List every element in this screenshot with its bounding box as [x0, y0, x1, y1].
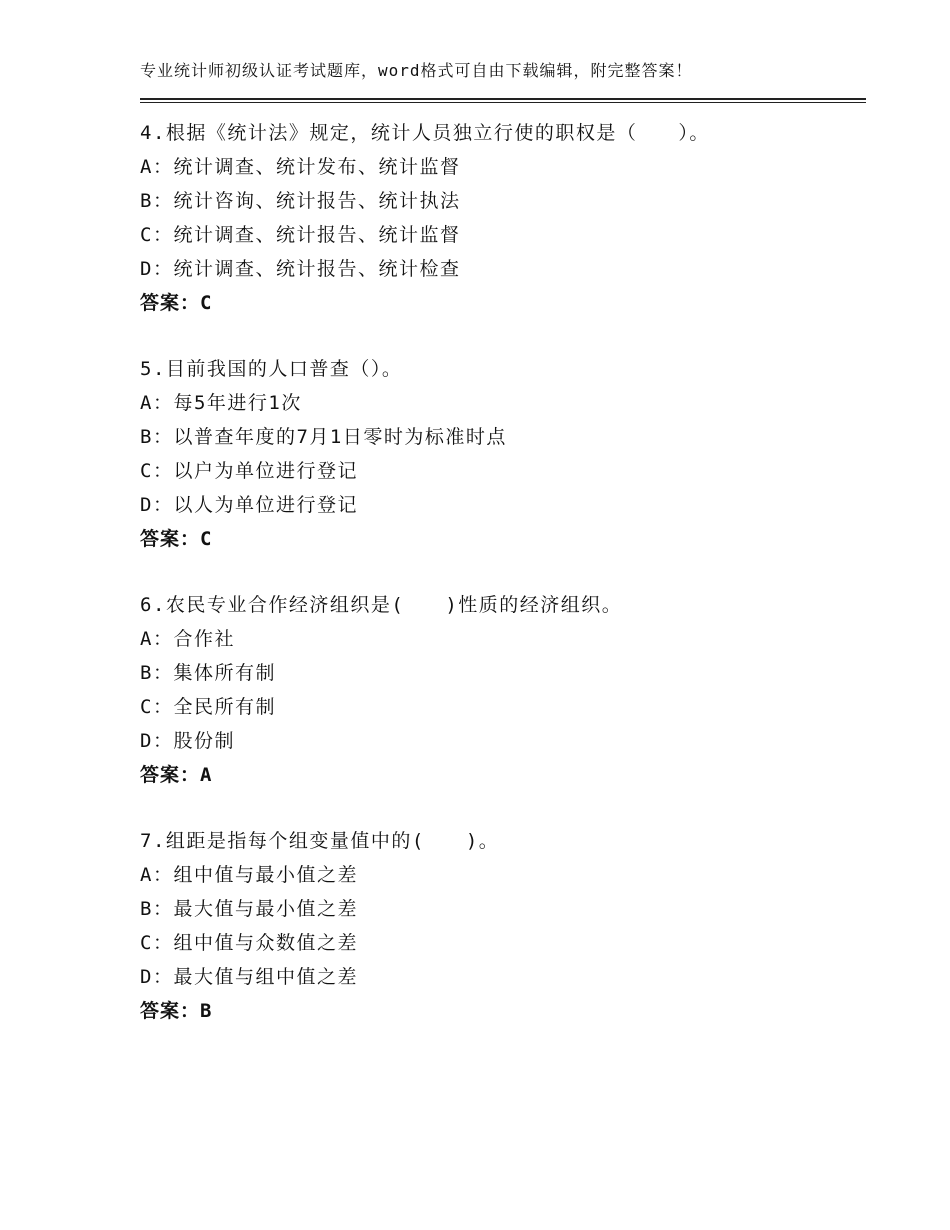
option-b: B：以普查年度的7月1日零时为标准时点	[140, 426, 507, 448]
option-c: C：全民所有制	[140, 696, 276, 718]
option-c: C：组中值与众数值之差	[140, 932, 358, 954]
header-rule-thin	[140, 102, 866, 103]
option-d: D：以人为单位进行登记	[140, 494, 358, 516]
question-stem: 6.农民专业合作经济组织是( )性质的经济组织。	[140, 594, 623, 616]
question-5	[140, 352, 866, 556]
option-a: A：每5年进行1次	[140, 392, 302, 414]
question-7	[140, 824, 866, 1028]
question-4	[140, 116, 866, 320]
option-a: A：合作社	[140, 628, 235, 650]
option-a: A：统计调查、统计发布、统计监督	[140, 156, 461, 178]
question-list	[140, 116, 866, 1060]
option-b: B：最大值与最小值之差	[140, 898, 358, 920]
option-c: C：以户为单位进行登记	[140, 460, 358, 482]
option-a: A：组中值与最小值之差	[140, 864, 358, 886]
option-c: C：统计调查、统计报告、统计监督	[140, 224, 461, 246]
header-rule-thick	[140, 98, 866, 100]
question-stem: 4.根据《统计法》规定，统计人员独立行使的职权是（ ）。	[140, 122, 710, 144]
option-b: B：统计咨询、统计报告、统计执法	[140, 190, 461, 212]
page-header: 专业统计师初级认证考试题库，word格式可自由下载编辑，附完整答案！	[140, 61, 693, 80]
question-6	[140, 588, 866, 792]
answer-label: 答案：B	[140, 1000, 213, 1022]
option-d: D：统计调查、统计报告、统计检查	[140, 258, 461, 280]
option-b: B：集体所有制	[140, 662, 276, 684]
answer-label: 答案：C	[140, 528, 213, 550]
answer-label: 答案：C	[140, 292, 213, 314]
answer-label: 答案：A	[140, 764, 213, 786]
option-d: D：最大值与组中值之差	[140, 966, 358, 988]
option-d: D：股份制	[140, 730, 235, 752]
question-stem: 5.目前我国的人口普查（）。	[140, 358, 403, 380]
question-stem: 7.组距是指每个组变量值中的( )。	[140, 830, 500, 852]
